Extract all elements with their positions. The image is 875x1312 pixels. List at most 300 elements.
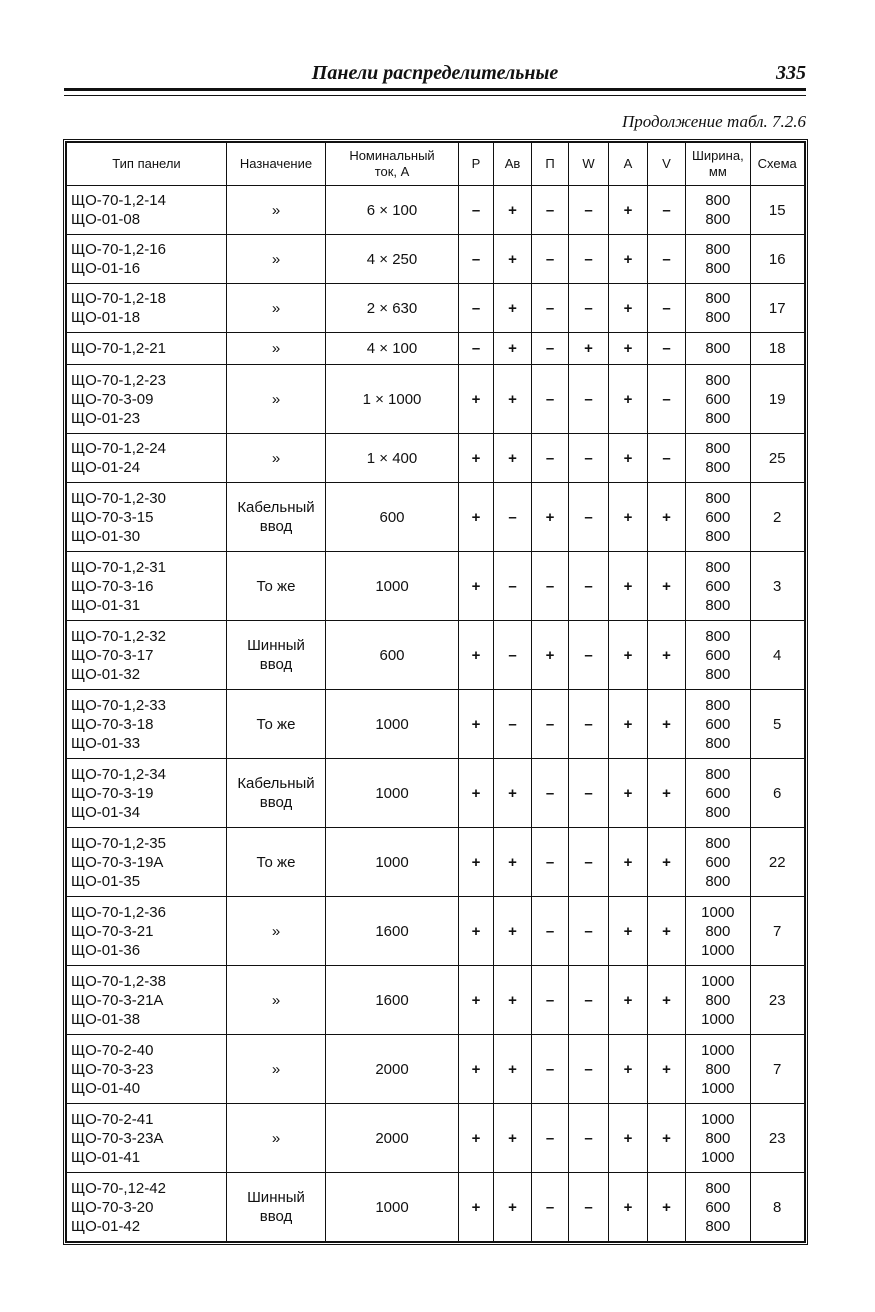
flag-w-cell: – — [569, 434, 609, 483]
panel-type: ЩО-70-1,2-23 — [71, 371, 166, 389]
panel-width: 800 — [705, 1129, 731, 1147]
panel-width: 800 — [705, 309, 731, 326]
rated-current-cell: 1600 — [326, 966, 459, 1035]
flag-av-cell: – — [494, 621, 532, 690]
flag-p-cell: + — [459, 1104, 494, 1173]
column-header: Номинальный ток, А — [326, 143, 459, 186]
panel-width: 1000 — [701, 903, 735, 921]
flag-w-cell: – — [569, 483, 609, 552]
table-row — [67, 897, 805, 966]
panel-type: ЩО-01-31 — [71, 596, 141, 614]
width-cell — [686, 759, 751, 828]
flag-a-cell: + — [609, 235, 648, 284]
scheme-cell: 18 — [750, 333, 804, 365]
scheme-cell: 5 — [750, 690, 804, 759]
panel-width: 800 — [705, 803, 731, 821]
flag-v-cell: + — [648, 759, 686, 828]
panel-table-frame — [63, 139, 808, 1245]
rated-current-cell: 600 — [326, 621, 459, 690]
scheme-cell: 3 — [750, 552, 804, 621]
flag-p-cell: – — [459, 235, 494, 284]
panel-width: 800 — [705, 241, 731, 258]
panel-type: ЩО-01-38 — [71, 1010, 141, 1028]
flag-av-cell: + — [494, 966, 532, 1035]
scheme-cell: 23 — [750, 1104, 804, 1173]
width-cell — [686, 434, 751, 483]
rated-current-cell: 1000 — [326, 690, 459, 759]
panel-type: ЩО-01-23 — [71, 409, 141, 427]
column-header: Ав — [494, 143, 532, 186]
panel-type: ЩО-70-2-40 — [71, 1041, 154, 1059]
panel-type: ЩО-70-3-19 — [71, 784, 154, 802]
flag-pi-cell: – — [532, 365, 569, 434]
header-rule-thin — [64, 95, 806, 96]
panel-width: 800 — [705, 260, 731, 277]
panel-type: ЩО-70-1,2-21 — [71, 340, 166, 357]
table-row — [67, 552, 805, 621]
panel-width: 1000 — [701, 1148, 735, 1166]
purpose-cell: То же — [227, 690, 326, 759]
panel-type: ЩО-70-1,2-31 — [71, 558, 166, 576]
flag-av-cell: + — [494, 1173, 532, 1242]
flag-pi-cell: – — [532, 235, 569, 284]
flag-p-cell: + — [459, 552, 494, 621]
flag-av-cell: + — [494, 365, 532, 434]
table-row — [67, 333, 805, 365]
table-row — [67, 284, 805, 333]
panel-type-cell — [67, 966, 227, 1035]
panel-width: 600 — [705, 390, 731, 408]
table-row — [67, 483, 805, 552]
panel-width: 800 — [705, 922, 731, 940]
flag-av-cell: + — [494, 434, 532, 483]
panel-type: ЩО-01-41 — [71, 1148, 141, 1166]
flag-a-cell: + — [609, 186, 648, 235]
rated-current-cell: 4 × 100 — [326, 333, 459, 365]
flag-v-cell: + — [648, 621, 686, 690]
table-row — [67, 365, 805, 434]
flag-p-cell: + — [459, 434, 494, 483]
panel-type: ЩО-70-3-09 — [71, 390, 154, 408]
panel-type-cell — [67, 897, 227, 966]
column-header: П — [532, 143, 569, 186]
flag-av-cell: + — [494, 235, 532, 284]
panel-type-cell — [67, 690, 227, 759]
panel-type: ЩО-70-3-21 — [71, 922, 154, 940]
scheme-cell: 23 — [750, 966, 804, 1035]
flag-p-cell: + — [459, 483, 494, 552]
scheme-cell: 4 — [750, 621, 804, 690]
flag-a-cell: + — [609, 828, 648, 897]
panel-type: ЩО-70-3-23А — [71, 1129, 164, 1147]
purpose-cell: То же — [227, 552, 326, 621]
flag-pi-cell: – — [532, 828, 569, 897]
rated-current-cell: 1000 — [326, 759, 459, 828]
scheme-cell: 16 — [750, 235, 804, 284]
flag-av-cell: + — [494, 333, 532, 365]
flag-pi-cell: – — [532, 434, 569, 483]
flag-p-cell: + — [459, 897, 494, 966]
panel-width: 800 — [705, 371, 731, 389]
flag-p-cell: – — [459, 186, 494, 235]
panel-type-cell — [67, 759, 227, 828]
purpose-cell: » — [227, 1035, 326, 1104]
flag-v-cell: + — [648, 897, 686, 966]
purpose-cell: Шинный ввод — [227, 621, 326, 690]
panel-type-cell — [67, 1104, 227, 1173]
panel-type: ЩО-70-,12-42 — [71, 1179, 166, 1197]
flag-av-cell: + — [494, 828, 532, 897]
flag-v-cell: + — [648, 1035, 686, 1104]
flag-p-cell: + — [459, 365, 494, 434]
flag-pi-cell: – — [532, 897, 569, 966]
rated-current-cell: 1 × 1000 — [326, 365, 459, 434]
flag-a-cell: + — [609, 284, 648, 333]
panel-type: ЩО-70-1,2-24 — [71, 440, 166, 457]
panel-type: ЩО-70-3-20 — [71, 1198, 154, 1216]
flag-av-cell: + — [494, 897, 532, 966]
panel-type: ЩО-01-16 — [71, 260, 141, 277]
width-cell — [686, 1035, 751, 1104]
panel-type: ЩО-70-1,2-18 — [71, 290, 166, 307]
table-row — [67, 828, 805, 897]
panel-width: 800 — [705, 696, 731, 714]
panel-width: 800 — [705, 558, 731, 576]
panel-type-cell — [67, 333, 227, 365]
flag-a-cell: + — [609, 621, 648, 690]
panel-type: ЩО-70-1,2-33 — [71, 696, 166, 714]
flag-a-cell: + — [609, 759, 648, 828]
flag-pi-cell: – — [532, 333, 569, 365]
panel-type: ЩО-70-3-18 — [71, 715, 154, 733]
panel-type-cell — [67, 284, 227, 333]
scheme-cell: 17 — [750, 284, 804, 333]
table-row — [67, 235, 805, 284]
flag-p-cell: + — [459, 621, 494, 690]
rated-current-cell: 4 × 250 — [326, 235, 459, 284]
width-cell — [686, 1104, 751, 1173]
flag-w-cell: – — [569, 365, 609, 434]
purpose-cell: Кабельный ввод — [227, 759, 326, 828]
flag-a-cell: + — [609, 1035, 648, 1104]
panel-type: ЩО-01-42 — [71, 1217, 141, 1235]
panel-type: ЩО-01-32 — [71, 665, 141, 683]
flag-av-cell: + — [494, 1035, 532, 1104]
flag-w-cell: – — [569, 897, 609, 966]
purpose-cell: » — [227, 897, 326, 966]
table-row — [67, 759, 805, 828]
panel-width: 800 — [705, 409, 731, 427]
width-cell — [686, 186, 751, 235]
purpose-cell: » — [227, 1104, 326, 1173]
width-cell — [686, 690, 751, 759]
purpose-cell: » — [227, 284, 326, 333]
rated-current-cell: 1000 — [326, 1173, 459, 1242]
rated-current-cell: 600 — [326, 483, 459, 552]
panel-type: ЩО-70-3-16 — [71, 577, 154, 595]
flag-v-cell: – — [648, 365, 686, 434]
flag-v-cell: – — [648, 186, 686, 235]
flag-a-cell: + — [609, 690, 648, 759]
panel-width: 800 — [705, 1060, 731, 1078]
panel-width: 800 — [705, 765, 731, 783]
panel-width: 800 — [705, 627, 731, 645]
flag-w-cell: – — [569, 1173, 609, 1242]
panel-type-cell — [67, 434, 227, 483]
column-header: Схема — [750, 143, 804, 186]
flag-pi-cell: – — [532, 552, 569, 621]
panel-width: 800 — [705, 489, 731, 507]
panel-type: ЩО-70-3-23 — [71, 1060, 154, 1078]
flag-a-cell: + — [609, 966, 648, 1035]
panel-type: ЩО-70-1,2-38 — [71, 972, 166, 990]
scheme-cell: 7 — [750, 1035, 804, 1104]
rated-current-cell: 2 × 630 — [326, 284, 459, 333]
flag-v-cell: + — [648, 1104, 686, 1173]
flag-pi-cell: – — [532, 1173, 569, 1242]
scheme-cell: 25 — [750, 434, 804, 483]
flag-w-cell: – — [569, 1104, 609, 1173]
column-header: А — [609, 143, 648, 186]
panel-type: ЩО-70-3-17 — [71, 646, 154, 664]
width-cell — [686, 966, 751, 1035]
flag-v-cell: – — [648, 434, 686, 483]
purpose-cell: » — [227, 186, 326, 235]
flag-w-cell: – — [569, 621, 609, 690]
panel-type-cell — [67, 1173, 227, 1242]
width-cell — [686, 483, 751, 552]
flag-w-cell: – — [569, 966, 609, 1035]
flag-v-cell: – — [648, 284, 686, 333]
panel-width: 800 — [705, 459, 731, 476]
purpose-cell: » — [227, 966, 326, 1035]
flag-av-cell: + — [494, 186, 532, 235]
panel-width: 800 — [705, 872, 731, 890]
table-row — [67, 621, 805, 690]
flag-pi-cell: + — [532, 483, 569, 552]
flag-pi-cell: – — [532, 1035, 569, 1104]
panel-type: ЩО-70-1,2-30 — [71, 489, 166, 507]
table-row — [67, 434, 805, 483]
panel-type: ЩО-70-3-19А — [71, 853, 164, 871]
panel-type: ЩО-01-35 — [71, 872, 141, 890]
flag-v-cell: + — [648, 552, 686, 621]
panel-width: 800 — [705, 290, 731, 307]
flag-p-cell: + — [459, 759, 494, 828]
flag-av-cell: – — [494, 483, 532, 552]
flag-v-cell: + — [648, 690, 686, 759]
panel-width: 800 — [705, 665, 731, 683]
panel-type: ЩО-70-1,2-32 — [71, 627, 166, 645]
panel-width: 600 — [705, 784, 731, 802]
panel-width: 1000 — [701, 1041, 735, 1059]
column-header: W — [569, 143, 609, 186]
rated-current-cell: 1000 — [326, 828, 459, 897]
width-cell — [686, 235, 751, 284]
flag-w-cell: – — [569, 1035, 609, 1104]
rated-current-cell: 1000 — [326, 552, 459, 621]
panel-width: 800 — [705, 991, 731, 1009]
rated-current-cell: 6 × 100 — [326, 186, 459, 235]
panel-width: 800 — [705, 211, 731, 228]
panel-type: ЩО-70-1,2-35 — [71, 834, 166, 852]
panel-type-cell — [67, 365, 227, 434]
width-cell — [686, 828, 751, 897]
column-header: V — [648, 143, 686, 186]
rated-current-cell: 1600 — [326, 897, 459, 966]
panel-width: 800 — [705, 596, 731, 614]
panel-type-cell — [67, 828, 227, 897]
flag-av-cell: + — [494, 759, 532, 828]
flag-av-cell: – — [494, 552, 532, 621]
width-cell — [686, 897, 751, 966]
flag-pi-cell: – — [532, 759, 569, 828]
panel-type: ЩО-01-18 — [71, 309, 141, 326]
panel-width: 600 — [705, 1198, 731, 1216]
panel-type: ЩО-01-34 — [71, 803, 141, 821]
panel-table — [66, 142, 805, 1242]
flag-p-cell: – — [459, 284, 494, 333]
flag-v-cell: + — [648, 1173, 686, 1242]
flag-pi-cell: – — [532, 284, 569, 333]
table-row — [67, 690, 805, 759]
table-header-row — [67, 143, 805, 186]
flag-pi-cell: + — [532, 621, 569, 690]
panel-type: ЩО-01-30 — [71, 527, 141, 545]
flag-p-cell: + — [459, 828, 494, 897]
panel-width: 800 — [705, 1217, 731, 1235]
scheme-cell: 15 — [750, 186, 804, 235]
purpose-cell: Шинный ввод — [227, 1173, 326, 1242]
flag-p-cell: + — [459, 690, 494, 759]
panel-width: 1000 — [701, 1010, 735, 1028]
flag-p-cell: + — [459, 966, 494, 1035]
width-cell — [686, 365, 751, 434]
panel-width: 600 — [705, 646, 731, 664]
column-header: Ширина, мм — [686, 143, 751, 186]
panel-width: 600 — [705, 508, 731, 526]
panel-type: ЩО-70-1,2-36 — [71, 903, 166, 921]
flag-p-cell: + — [459, 1035, 494, 1104]
flag-pi-cell: – — [532, 966, 569, 1035]
flag-av-cell: + — [494, 284, 532, 333]
purpose-cell: Кабельный ввод — [227, 483, 326, 552]
width-cell — [686, 552, 751, 621]
panel-width: 600 — [705, 715, 731, 733]
panel-width: 800 — [705, 527, 731, 545]
scheme-cell: 2 — [750, 483, 804, 552]
panel-type-cell — [67, 1035, 227, 1104]
purpose-cell: » — [227, 235, 326, 284]
panel-type: ЩО-70-1,2-14 — [71, 192, 166, 209]
panel-width: 1000 — [701, 1110, 735, 1128]
table-row — [67, 1035, 805, 1104]
purpose-cell: » — [227, 365, 326, 434]
panel-width: 800 — [705, 1179, 731, 1197]
panel-type: ЩО-01-33 — [71, 734, 141, 752]
width-cell — [686, 1173, 751, 1242]
flag-v-cell: + — [648, 828, 686, 897]
flag-p-cell: + — [459, 1173, 494, 1242]
rated-current-cell: 2000 — [326, 1035, 459, 1104]
flag-w-cell: – — [569, 552, 609, 621]
panel-type: ЩО-01-40 — [71, 1079, 141, 1097]
flag-av-cell: + — [494, 1104, 532, 1173]
panel-width: 800 — [705, 340, 731, 357]
scheme-cell: 22 — [750, 828, 804, 897]
table-row — [67, 1173, 805, 1242]
flag-a-cell: + — [609, 1173, 648, 1242]
table-continuation-caption: Продолжение табл. 7.2.6 — [621, 112, 806, 131]
flag-w-cell: – — [569, 759, 609, 828]
flag-pi-cell: – — [532, 690, 569, 759]
panel-width: 800 — [705, 834, 731, 852]
rated-current-cell: 1 × 400 — [326, 434, 459, 483]
panel-type: ЩО-70-3-15 — [71, 508, 154, 526]
table-body — [67, 186, 805, 1242]
table-row — [67, 186, 805, 235]
purpose-cell: » — [227, 434, 326, 483]
panel-width: 600 — [705, 577, 731, 595]
header-rule-thick — [64, 88, 806, 91]
panel-width: 1000 — [701, 1079, 735, 1097]
panel-type: ЩО-01-24 — [71, 459, 141, 476]
flag-v-cell: + — [648, 483, 686, 552]
flag-v-cell: – — [648, 235, 686, 284]
panel-width: 1000 — [701, 972, 735, 990]
panel-type: ЩО-70-1,2-34 — [71, 765, 166, 783]
panel-type: ЩО-70-2-41 — [71, 1110, 154, 1128]
panel-width: 800 — [705, 734, 731, 752]
table-row — [67, 1104, 805, 1173]
purpose-cell: » — [227, 333, 326, 365]
panel-type-cell — [67, 552, 227, 621]
panel-type-cell — [67, 621, 227, 690]
panel-type: ЩО-01-36 — [71, 941, 141, 959]
page-number: 335 — [776, 62, 806, 84]
page-title: Панели распределительные — [311, 62, 559, 84]
flag-w-cell: – — [569, 690, 609, 759]
flag-w-cell: – — [569, 284, 609, 333]
scheme-cell: 6 — [750, 759, 804, 828]
flag-a-cell: + — [609, 483, 648, 552]
panel-type: ЩО-70-3-21А — [71, 991, 164, 1009]
scheme-cell: 7 — [750, 897, 804, 966]
flag-v-cell: + — [648, 966, 686, 1035]
width-cell — [686, 284, 751, 333]
panel-type: ЩО-70-1,2-16 — [71, 241, 166, 258]
flag-w-cell: – — [569, 235, 609, 284]
panel-width: 1000 — [701, 941, 735, 959]
flag-w-cell: + — [569, 333, 609, 365]
panel-width: 800 — [705, 192, 731, 209]
flag-w-cell: – — [569, 186, 609, 235]
flag-pi-cell: – — [532, 186, 569, 235]
flag-a-cell: + — [609, 552, 648, 621]
width-cell — [686, 333, 751, 365]
panel-type-cell — [67, 186, 227, 235]
column-header: Тип панели — [67, 143, 227, 186]
panel-type: ЩО-01-08 — [71, 211, 141, 228]
flag-a-cell: + — [609, 365, 648, 434]
table-row — [67, 966, 805, 1035]
page-header — [64, 60, 806, 88]
flag-v-cell: – — [648, 333, 686, 365]
flag-av-cell: – — [494, 690, 532, 759]
flag-p-cell: – — [459, 333, 494, 365]
flag-a-cell: + — [609, 434, 648, 483]
panel-type-cell — [67, 235, 227, 284]
